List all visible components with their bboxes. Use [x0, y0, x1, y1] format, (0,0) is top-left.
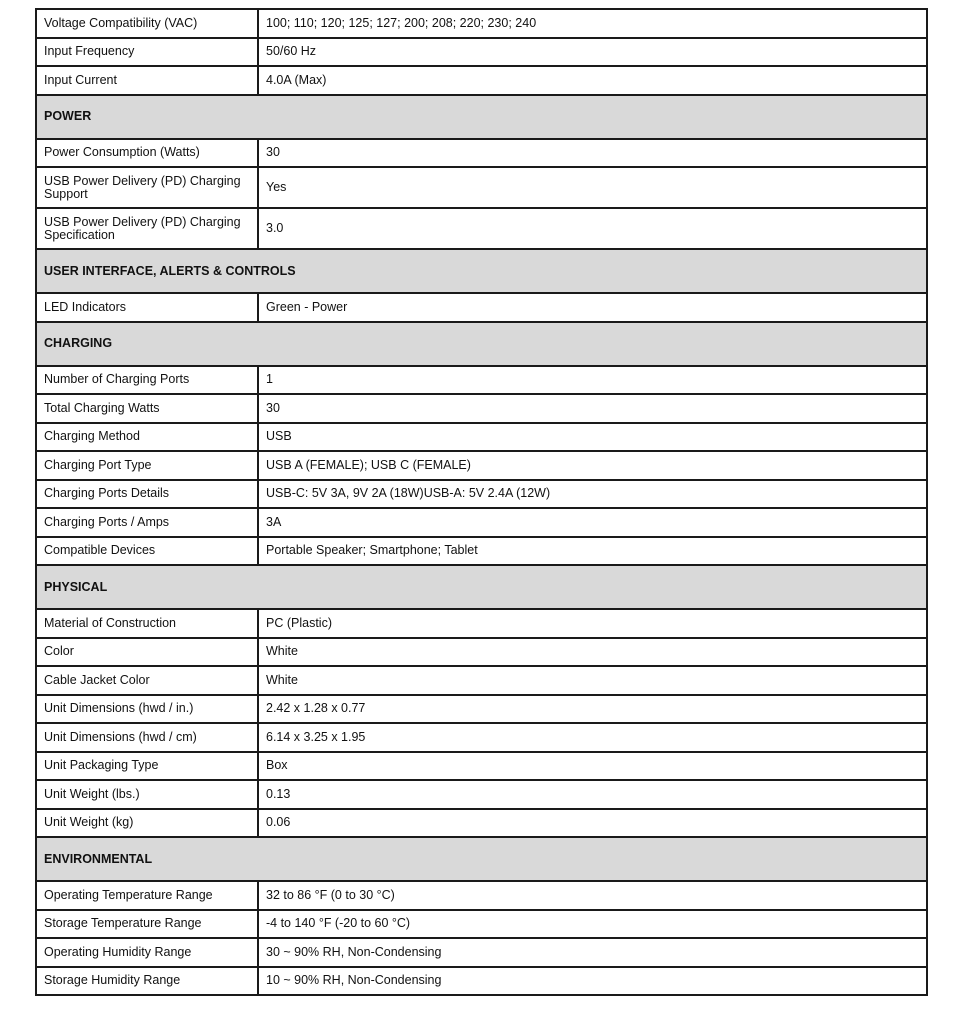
spec-label: Input Frequency — [36, 38, 258, 67]
spec-value: Green - Power — [258, 293, 927, 322]
section-header-row — [36, 837, 927, 881]
spec-row — [36, 666, 927, 695]
spec-row — [36, 167, 927, 208]
spec-row — [36, 695, 927, 724]
spec-label: Charging Ports / Amps — [36, 508, 258, 537]
spec-label: Voltage Compatibility (VAC) — [36, 9, 258, 38]
spec-row — [36, 780, 927, 809]
spec-value: 30 — [258, 394, 927, 423]
spec-label: USB Power Delivery (PD) Charging Specification — [36, 208, 258, 249]
spec-value: 50/60 Hz — [258, 38, 927, 67]
spec-row — [36, 508, 927, 537]
spec-label: Unit Weight (kg) — [36, 809, 258, 838]
spec-row — [36, 208, 927, 249]
spec-value: 3A — [258, 508, 927, 537]
spec-label: Unit Packaging Type — [36, 752, 258, 781]
spec-value: White — [258, 666, 927, 695]
spec-label: Charging Port Type — [36, 451, 258, 480]
spec-value: 30 ~ 90% RH, Non-Condensing — [258, 938, 927, 967]
spec-value: 3.0 — [258, 208, 927, 249]
spec-label: Material of Construction — [36, 609, 258, 638]
section-title: CHARGING — [36, 322, 927, 366]
spec-row — [36, 967, 927, 996]
spec-value: 1 — [258, 366, 927, 395]
spec-row — [36, 938, 927, 967]
section-header-row — [36, 95, 927, 139]
spec-label: Charging Ports Details — [36, 480, 258, 509]
spec-row — [36, 480, 927, 509]
spec-label: Number of Charging Ports — [36, 366, 258, 395]
spec-value: 2.42 x 1.28 x 0.77 — [258, 695, 927, 724]
spec-value: Yes — [258, 167, 927, 208]
spec-table — [35, 8, 928, 996]
spec-label: Storage Temperature Range — [36, 910, 258, 939]
spec-row — [36, 366, 927, 395]
spec-value: Box — [258, 752, 927, 781]
spec-value: USB — [258, 423, 927, 452]
spec-label: Charging Method — [36, 423, 258, 452]
spec-label: Operating Humidity Range — [36, 938, 258, 967]
spec-value: PC (Plastic) — [258, 609, 927, 638]
spec-value: -4 to 140 °F (-20 to 60 °C) — [258, 910, 927, 939]
spec-value: 100; 110; 120; 125; 127; 200; 208; 220; 230; 240 — [258, 9, 927, 38]
section-header-row — [36, 322, 927, 366]
spec-label: Power Consumption (Watts) — [36, 139, 258, 168]
section-header-row — [36, 565, 927, 609]
spec-table-body — [36, 9, 927, 995]
spec-row — [36, 38, 927, 67]
spec-value: 30 — [258, 139, 927, 168]
spec-value: 10 ~ 90% RH, Non-Condensing — [258, 967, 927, 996]
section-title: ENVIRONMENTAL — [36, 837, 927, 881]
spec-row — [36, 139, 927, 168]
spec-value: Portable Speaker; Smartphone; Tablet — [258, 537, 927, 566]
spec-value: White — [258, 638, 927, 667]
spec-label: Cable Jacket Color — [36, 666, 258, 695]
spec-row — [36, 394, 927, 423]
spec-label: Total Charging Watts — [36, 394, 258, 423]
spec-row — [36, 910, 927, 939]
spec-row — [36, 9, 927, 38]
spec-row — [36, 537, 927, 566]
spec-row — [36, 451, 927, 480]
section-title: USER INTERFACE, ALERTS & CONTROLS — [36, 249, 927, 293]
spec-row — [36, 609, 927, 638]
spec-label: Unit Weight (lbs.) — [36, 780, 258, 809]
spec-label: USB Power Delivery (PD) Charging Support — [36, 167, 258, 208]
spec-row — [36, 752, 927, 781]
spec-label: Input Current — [36, 66, 258, 95]
spec-value: 6.14 x 3.25 x 1.95 — [258, 723, 927, 752]
spec-label: Unit Dimensions (hwd / in.) — [36, 695, 258, 724]
spec-value: USB A (FEMALE); USB C (FEMALE) — [258, 451, 927, 480]
spec-label: Color — [36, 638, 258, 667]
spec-value: 0.13 — [258, 780, 927, 809]
spec-label: Unit Dimensions (hwd / cm) — [36, 723, 258, 752]
spec-value: 4.0A (Max) — [258, 66, 927, 95]
spec-label: Storage Humidity Range — [36, 967, 258, 996]
spec-value: 0.06 — [258, 809, 927, 838]
spec-value: 32 to 86 °F (0 to 30 °C) — [258, 881, 927, 910]
spec-row — [36, 423, 927, 452]
section-title: POWER — [36, 95, 927, 139]
spec-row — [36, 881, 927, 910]
spec-label: Operating Temperature Range — [36, 881, 258, 910]
spec-row — [36, 638, 927, 667]
spec-label: LED Indicators — [36, 293, 258, 322]
spec-row — [36, 809, 927, 838]
spec-row — [36, 293, 927, 322]
spec-row — [36, 66, 927, 95]
section-title: PHYSICAL — [36, 565, 927, 609]
spec-label: Compatible Devices — [36, 537, 258, 566]
spec-row — [36, 723, 927, 752]
spec-value: USB-C: 5V 3A, 9V 2A (18W)USB-A: 5V 2.4A (12W) — [258, 480, 927, 509]
section-header-row — [36, 249, 927, 293]
